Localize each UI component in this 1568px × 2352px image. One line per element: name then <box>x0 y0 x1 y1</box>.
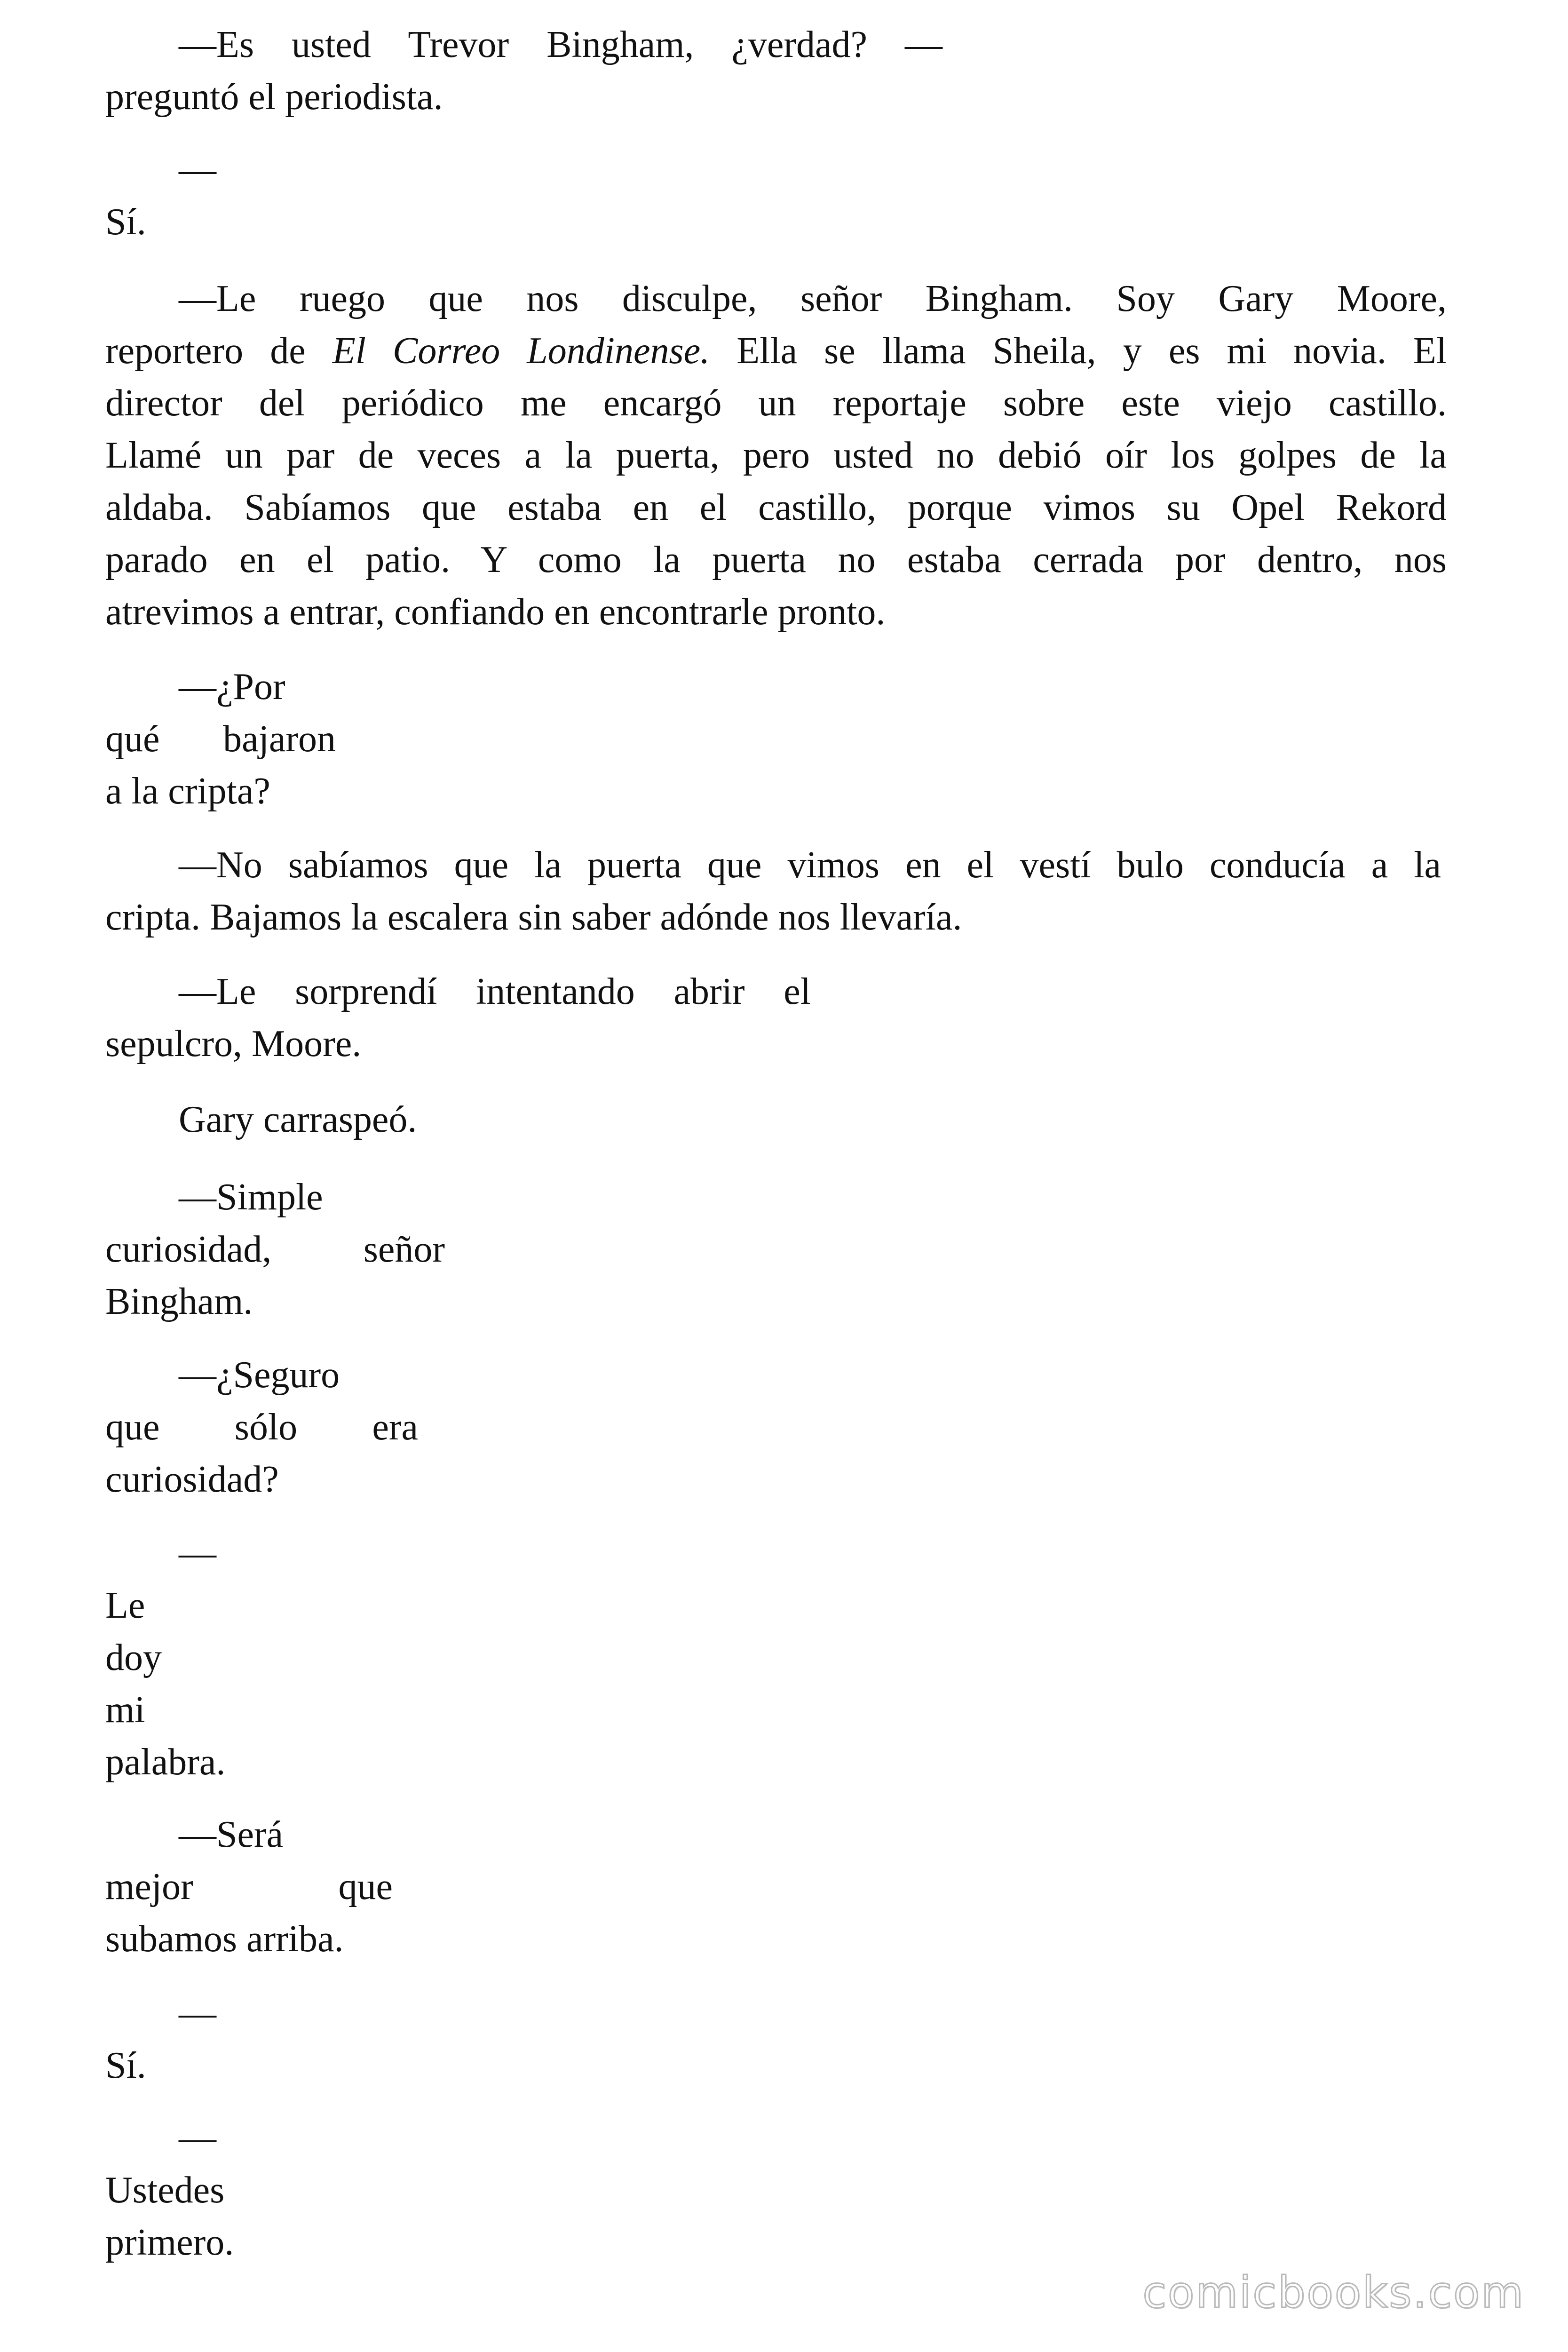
paragraph-1 <box>105 19 942 123</box>
text-line: —Simple <box>179 1176 323 1218</box>
paragraph-4 <box>105 661 336 818</box>
paragraph-3 <box>105 273 1447 638</box>
text-line: qué bajaron <box>105 718 336 760</box>
text-line: — <box>179 149 216 191</box>
text-line: que sólo era <box>105 1406 418 1448</box>
text-line: palabra. <box>105 1741 226 1783</box>
paragraph-13 <box>105 2112 293 2269</box>
text-line: curiosidad? <box>105 1459 279 1500</box>
text-line: preguntó el periodista. <box>105 76 443 118</box>
text-line: — <box>179 1993 216 2034</box>
text-line: a la cripta? <box>105 771 270 812</box>
text-line: —Es usted Trevor Bingham, ¿verdad? — <box>179 24 942 65</box>
text-line: parado en el patio. Y como la puerta no estaba cerrada por dentro, nos <box>105 539 1447 580</box>
text-line: Sí. <box>105 2045 146 2086</box>
paragraph-2 <box>105 144 293 248</box>
text-line: mi <box>105 1689 145 1731</box>
paragraph-8 <box>105 1171 445 1328</box>
text-line: subamos arriba. <box>105 1918 344 1960</box>
text-line: Gary carraspeó. <box>179 1099 417 1140</box>
text-line: Le <box>105 1585 145 1626</box>
text-line: —Le ruego que nos disculpe, señor Bingham. Soy Gary Moore, <box>179 278 1447 319</box>
text-line: —¿Seguro <box>179 1354 340 1396</box>
paragraph-5 <box>105 839 1441 944</box>
text-line: Bingham. <box>105 1281 253 1322</box>
text-line: Llamé un par de veces a la puerta, pero usted no debió oír los golpes de la <box>105 435 1447 476</box>
text-line: atrevimos a entrar, confiando en encontrarle pronto. <box>105 591 886 633</box>
text-line: mejor que <box>105 1866 393 1907</box>
paragraph-7 <box>105 1094 670 1146</box>
watermark-logo: comicbooks.com <box>1142 2267 1525 2318</box>
paragraph-10 <box>105 1527 293 1788</box>
text-line: Sí. <box>105 201 146 243</box>
text-line: — <box>179 2117 216 2159</box>
text-line: sepulcro, Moore. <box>105 1023 362 1065</box>
newspaper-title: El Correo Londinense. <box>332 330 710 372</box>
text-line: primero. <box>105 2222 234 2263</box>
text-line: — <box>179 1533 216 1574</box>
text-line: cripta. Bajamos la escalera sin saber adónde nos llevaría. <box>105 897 962 938</box>
text-line: Ustedes <box>105 2169 225 2211</box>
paragraph-9 <box>105 1349 418 1506</box>
text-line: —No sabíamos que la puerta que vimos en el vestí bulo conducía a la <box>179 844 1441 886</box>
text-line: doy <box>105 1637 162 1678</box>
text-line: —Le sorprendí intentando abrir el <box>179 971 811 1012</box>
paragraph-6 <box>105 966 811 1070</box>
text-line: curiosidad, señor <box>105 1229 445 1270</box>
text-line: aldaba. Sabíamos que estaba en el castillo, porque vimos su Opel Rekord <box>105 487 1447 528</box>
text-line: —Será <box>179 1814 284 1855</box>
paragraph-12 <box>105 1987 293 2092</box>
text-line: director del periódico me encargó un reportaje sobre este viejo castillo. <box>105 382 1447 424</box>
text-line: reportero de El Correo Londinense. Ella se llama Sheila, y es mi novia. El <box>105 330 1447 372</box>
paragraph-11 <box>105 1809 393 1965</box>
text-line: —¿Por <box>179 666 285 707</box>
